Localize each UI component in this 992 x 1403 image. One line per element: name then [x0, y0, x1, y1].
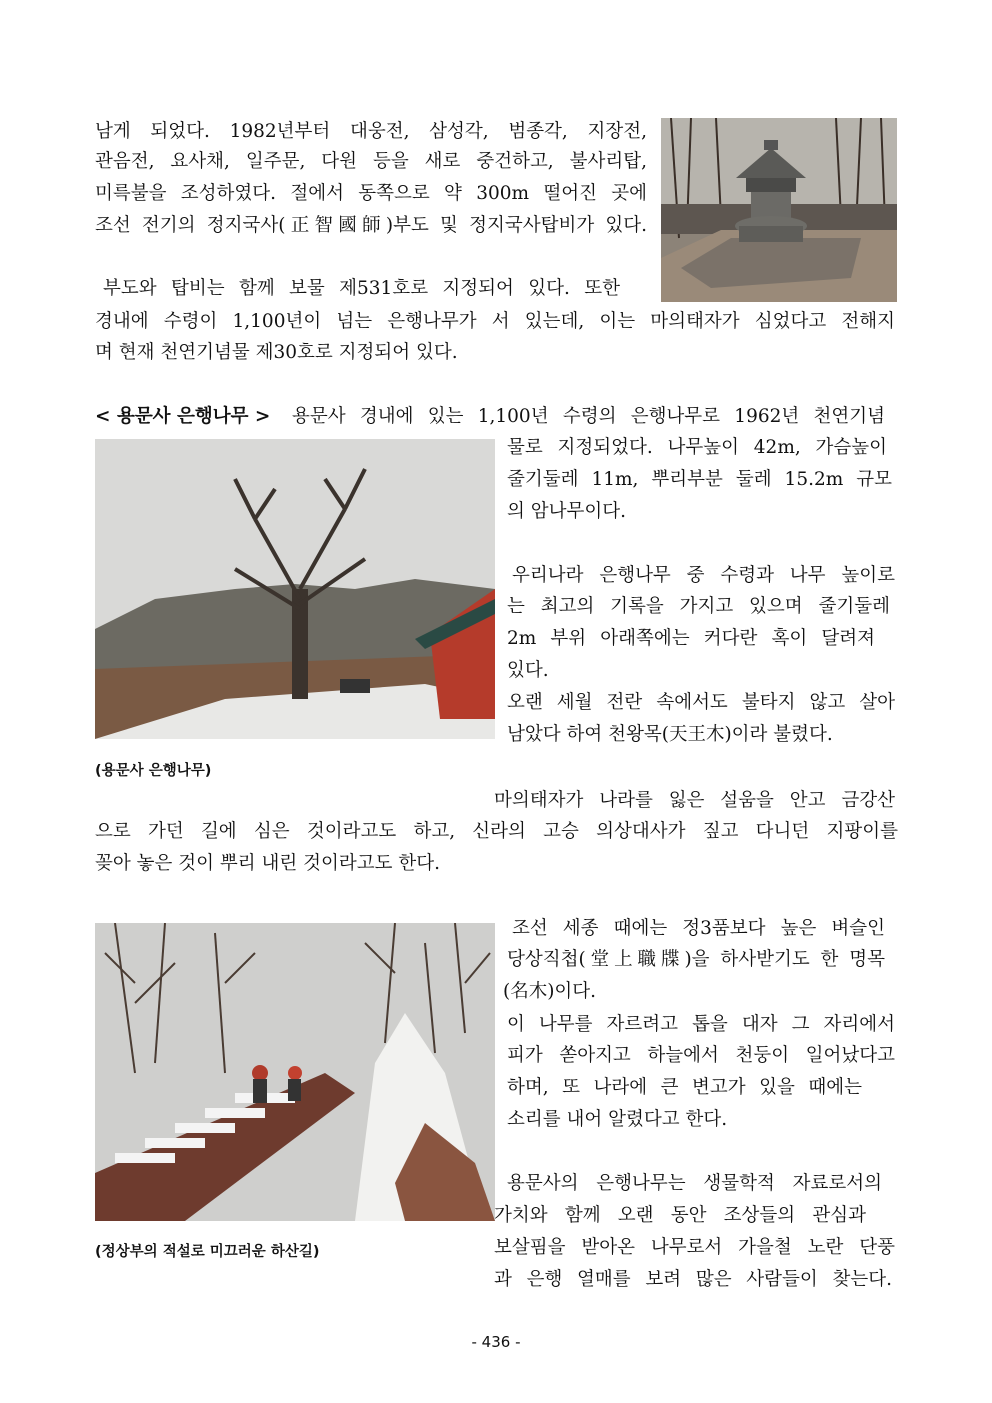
text-line: 조선 세종 때에는 정3품보다 높은 벼슬인 [512, 918, 885, 939]
text-line: 과 은행 열매를 보려 많은 사람들이 찾는다. [494, 1269, 892, 1290]
text-line: 는 최고의 기록을 가지고 있으며 줄기둘레 [507, 596, 890, 617]
text-line: 부도와 탑비는 함께 보물 제531호로 지정되어 있다. 또한 [103, 278, 620, 299]
text-line: 으로 가던 길에 심은 것이라고도 하고, 신라의 고승 의상대사가 짚고 다니던 지팡이를 [95, 821, 898, 842]
text-line: 보살핌을 받아온 나무로서 가을철 노란 단풍 [494, 1237, 895, 1258]
text-line: 소리를 내어 알렸다고 한다. [507, 1109, 728, 1130]
text-line: 오랜 세월 전란 속에서도 불타지 않고 살아 [507, 692, 895, 713]
trail-photo-caption: (정상부의 적설로 미끄러운 하산길) [95, 1244, 320, 1260]
text-line: 경내에 수령이 1,100년이 넘는 은행나무가 서 있는데, 이는 마의태자가 심었다고 전해지 [95, 311, 895, 332]
section-heading: < 용문사 은행나무 > [95, 406, 271, 427]
text-line: 미륵불을 조성하였다. 절에서 동쪽으로 약 300m 떨어진 곳에 [95, 183, 647, 204]
page-number: - 436 - [471, 1333, 521, 1351]
text-line: 줄기둘레 11m, 뿌리부분 둘레 15.2m 규모 [507, 469, 892, 490]
stupa-photo [661, 118, 897, 302]
text-line: 우리나라 은행나무 중 수령과 나무 높이로 [512, 565, 895, 586]
text-line: 이 나무를 자르려고 톱을 대자 그 자리에서 [507, 1014, 895, 1035]
text-line: 2m 부위 아래쪽에는 커다란 혹이 달려져 [507, 628, 875, 649]
text-line: 며 현재 천연기념물 제30호로 지정되어 있다. [95, 342, 458, 363]
text-line: 있다. [507, 660, 549, 681]
text-line: 조선 전기의 정지국사(正智國師)부도 및 정지국사탑비가 있다. [95, 215, 647, 236]
text-line: 하며, 또 나라에 큰 변고가 있을 때에는 [507, 1077, 862, 1098]
text-line: 피가 쏟아지고 하늘에서 천둥이 일어났다고 [507, 1045, 895, 1066]
text-line: 용문사의 은행나무는 생물학적 자료로서의 [507, 1173, 882, 1194]
text-line: 당상직첩(堂上職牒)을 하사받기도 한 명목 [507, 949, 885, 970]
text-line: (名木)이다. [503, 981, 597, 1002]
text-line: 마의태자가 나라를 잃은 설움을 안고 금강산 [494, 790, 895, 811]
snowy-trail-photo [95, 923, 495, 1221]
text-line: 남게 되었다. 1982년부터 대웅전, 삼성각, 범종각, 지장전, [95, 121, 647, 142]
text-line: 물로 지정되었다. 나무높이 42m, 가슴높이 [507, 437, 887, 458]
text-line: 관음전, 요사채, 일주문, 다원 등을 새로 중건하고, 불사리탑, [95, 151, 647, 172]
ginkgo-tree-photo [95, 439, 495, 739]
text-line: 꽂아 놓은 것이 뿌리 내린 것이라고도 한다. [95, 853, 440, 874]
text-line: 의 암나무이다. [507, 501, 626, 522]
ginkgo-photo-caption: (용문사 은행나무) [95, 763, 212, 779]
text-line: 남았다 하여 천왕목(天王木)이라 불렸다. [507, 724, 833, 745]
text-line: 가치와 함께 오랜 동안 조상들의 관심과 [494, 1205, 866, 1226]
text-line: 용문사 경내에 있는 1,100년 수령의 은행나무로 1962년 천연기념 [292, 406, 885, 427]
